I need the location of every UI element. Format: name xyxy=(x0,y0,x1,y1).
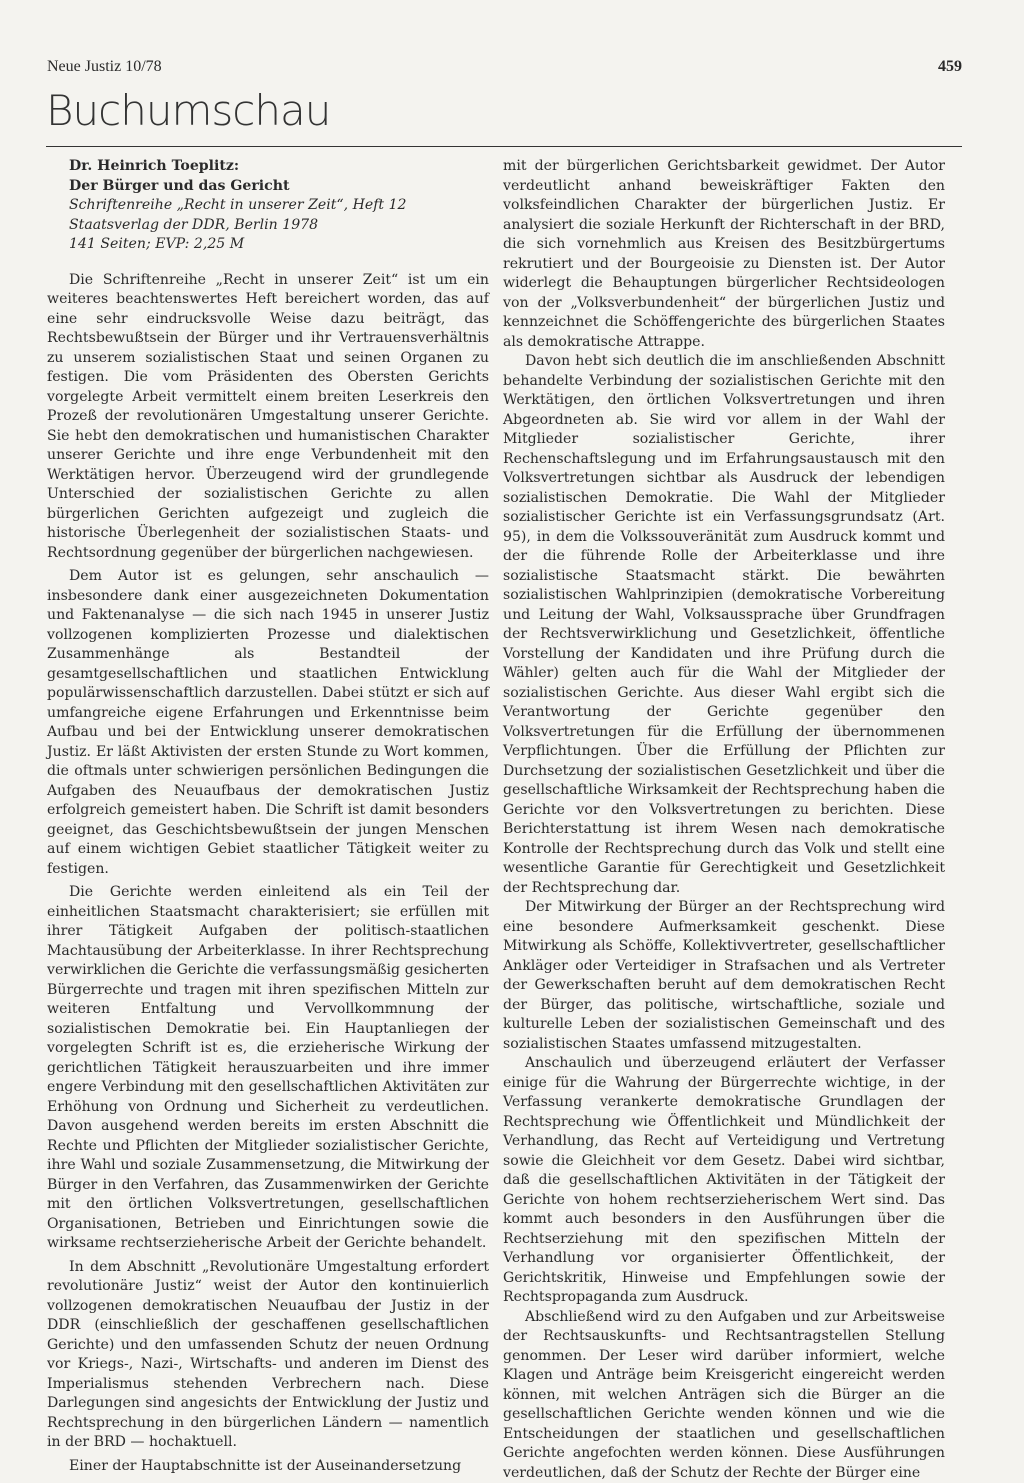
running-header xyxy=(47,58,962,76)
book-metadata xyxy=(47,196,489,255)
paragraph: Davon hebt sich deutlich die im anschließenden Abschnitt behandelte Verbindung der sozialistischen Gerichte mit den Werktätigen, den örtlichen Volksvertretungen und ihren Abgeordneten ab. Sie wird vor allem in der Wahl der Mitglieder sozialistischer Gerichte, ihrer Rechenschaftslegung und im Erfahrungsaustausch mit den Volksvertretungen sichtbar als Ausdruck der lebendigen sozialistischen Demokratie. Die Wahl der Mitglieder sozialistischer Gerichte ist ein Verfassungsgrundsatz (Art. 95), in dem die Volkssouveränität zum Ausdruck kommt und der die führende Rolle der Arbeiterklasse und ihre sozialistische Staatsmacht stärkt. Die bewährten sozialistischen Wahlprinzipien (demokratische Vorbereitung und Leitung der Wahl, Volksaussprache über Grundfragen der Rechtsverwirklichung und Gesetzlichkeit, öffentliche Vorstellung der Kandidaten und ihre Prüfung durch die Wähler) gelten auch für die Wahl der Mitglieder der sozialistischen Gerichte. Aus dieser Wahl ergibt sich die Verantwortung der Gerichte gegenüber den Volksvertretungen für die Erfüllung der übernommenen Verpflichtungen. Über die Erfüllung der Pflichten zur Durchsetzung der sozialistischen Gesetzlichkeit und über die gesellschaftliche Wirksamkeit der Rechtsprechung haben die Gerichte vor den Volksvertretungen zu berichten. Diese Berichterstattung ist ihrem Wesen nach demokratische Kontrolle der Rechtsprechung durch das Volk und stellt eine wesentliche Garantie für Gerechtigkeit und Gesetzlichkeit der Rechtsprechung dar. xyxy=(503,352,945,898)
book-series: Schriftenreihe „Recht in unserer Zeit“, Heft 12 xyxy=(47,196,489,216)
right-column xyxy=(503,157,945,1483)
paragraph: Die Gerichte werden einleitend als ein Teil der einheitlichen Staatsmacht charakterisiert; sie erfüllen mit ihrer Tätigkeit Aufgaben der politisch-staatlichen Machtausübung der Arbeiterklasse. In ihrer Rechtsprechung verwirklichen die Gerichte die verfassungsmäßig gesicherten Bürgerrechte und tragen mit ihren spezifischen Mitteln zur weiteren Entfaltung und Vervollkommnung der sozialistischen Demokratie bei. Ein Hauptanliegen der vorgelegten Schrift ist es, die erzieherische Wirkung der gerichtlichen Tätigkeit herauszuarbeiten und ihre immer engere Verbindung mit den gesellschaftlichen Aktivitäten zur Erhöhung von Ordnung und Sicherheit zu verdeutlichen. Davon ausgehend werden bereits im ersten Abschnitt die Rechte und Pflichten der Mitglieder sozialistischer Gerichte, ihre Wahl und soziale Zusammensetzung, die Mitwirkung der Bürger in den Verfahren, das Zusammenwirken der Gerichte mit den örtlichen Volksvertretungen, gesellschaftlichen Organisationen, Betrieben und Einrichtungen sowie die wirksame rechtserzieherische Arbeit der Gerichte behandelt. xyxy=(47,883,489,1254)
book-title: Der Bürger und das Gericht xyxy=(47,177,489,197)
book-author: Dr. Heinrich Toeplitz: xyxy=(47,157,489,177)
paragraph: Dem Autor ist es gelungen, sehr anschaulich — insbesondere dank einer ausgezeichneten Dokumentation und Faktenanalyse — die sich nach 1945 in unserer Justiz vollzogenen komplizierten Prozesse und dialektischen Zusammenhänge als Bestandteil der gesamtgesellschaftlichen und staatlichen Entwicklung populärwissenschaftlich darzustellen. Dabei stützt er sich auf umfangreiche eigene Erfahrungen und Erkenntnisse beim Aufbau und bei der Entwicklung unserer demokratischen Justiz. Er läßt Aktivisten der ersten Stunde zu Wort kommen, die oftmals unter schwierigen persönlichen Bedingungen die Aufgaben des Neuaufbaus der demokratischen Justiz erfolgreich gemeistert haben. Die Schrift ist damit besonders geeignet, das Geschichtsbewußtsein der jungen Menschen auf einem wichtigen Gebiet staatlicher Tätigkeit weiter zu festigen. xyxy=(47,567,489,879)
page-number: 459 xyxy=(938,58,962,76)
paragraph: Einer der Hauptabschnitte ist der Auseinandersetzung xyxy=(47,1457,489,1477)
journal-issue: Neue Justiz 10/78 xyxy=(47,58,162,75)
paragraph: mit der bürgerlichen Gerichtsbarkeit gewidmet. Der Autor verdeutlicht anhand beweiskräftiger Fakten den volksfeindlichen Charakter der bürgerlichen Justiz. Er analysiert die soziale Herkunft der Richterschaft in der BRD, die sich vornehmlich aus Kreisen des Besitzbürgertums rekrutiert und der Bourgeoisie zu Diensten ist. Der Autor widerlegt die Behauptungen bürgerlicher Rechtsideologen von der „Volksverbundenheit“ der bürgerlichen Justiz und kennzeichnet die Schöffengerichte des bürgerlichen Staates als demokratische Attrappe. xyxy=(503,157,945,352)
section-title: Buchumschau xyxy=(46,86,330,135)
book-publisher: Staatsverlag der DDR, Berlin 1978 xyxy=(47,216,489,236)
left-column xyxy=(47,157,489,1476)
paragraph: Die Schriftenreihe „Recht in unserer Zeit“ ist um ein weiteres beachtenswertes Heft bereichert worden, das auf eine sehr eindrucksvolle Weise dazu beiträgt, das Rechtsbewußtsein der Bürger und ihr Vertrauensverhältnis zu unserem sozialistischen Staat und seinen Organen zu festigen. Die vom Präsidenten des Obersten Gerichts vorgelegte Arbeit vermittelt einem breiten Leserkreis den Prozeß der revolutionären Umgestaltung unserer Gerichte. Sie hebt den demokratischen und humanistischen Charakter unserer Gerichte und ihre enge Verbundenheit mit den Werktätigen hervor. Überzeugend wird der grundlegende Unterschied der sozialistischen Gerichte zu allen bürgerlichen Gerichten aufgezeigt und zugleich die historische Überlegenheit der sozialistischen Staats- und Rechtsordnung gegenüber der bürgerlichen nachgewiesen. xyxy=(47,271,489,564)
title-rule xyxy=(46,146,962,147)
paragraph: Abschließend wird zu den Aufgaben und zur Arbeitsweise der Rechtsauskunfts- und Rechtsantragstellen Stellung genommen. Der Leser wird darüber informiert, welche Klagen und Anträge beim Kreisgericht eingereicht werden können, mit welchen Anträgen sich die Bürger an die gesellschaftlichen Gerichte wenden können und wie die Entscheidungen der staatlichen und gesellschaftlichen Gerichte angefochten werden können. Diese Ausführungen verdeutlichen, daß der Schutz der Rechte der Bürger eine xyxy=(503,1308,945,1483)
paragraph: Der Mitwirkung der Bürger an der Rechtsprechung wird eine besondere Aufmerksamkeit geschenkt. Diese Mitwirkung als Schöffe, Kollektivvertreter, gesellschaftlicher Ankläger oder Verteidiger in Strafsachen und als Vertreter der Gewerkschaften beruht auf dem demokratischen Recht der Bürger, das politische, wirtschaftliche, soziale und kulturelle Leben der sozialistischen Gemeinschaft und des sozialistischen Staates umfassend mitzugestalten. xyxy=(503,898,945,1054)
book-pages-price: 141 Seiten; EVP: 2,25 M xyxy=(47,235,489,255)
paragraph: Anschaulich und überzeugend erläutert der Verfasser einige für die Wahrung der Bürgerrechte wichtige, in der Verfassung verankerte demokratische Grundlagen der Rechtsprechung wie Öffentlichkeit und Mündlichkeit der Verhandlung, das Recht auf Verteidigung und Vertretung sowie die Gleichheit vor dem Gesetz. Dabei wird sichtbar, daß die gesellschaftlichen Aktivitäten in der Tätigkeit der Gerichte von hohem rechtserzieherischem Wert sind. Das kommt auch besonders in den Ausführungen über die Rechtserziehung mit den spezifischen Mitteln der Verhandlung vor organisierter Öffentlichkeit, der Gerichtskritik, Hinweise und Empfehlungen sowie der Rechtspropaganda zum Ausdruck. xyxy=(503,1054,945,1308)
paragraph: In dem Abschnitt „Revolutionäre Umgestaltung erfordert revolutionäre Justiz“ weist der Autor den kontinuierlich vollzogenen demokratischen Neuaufbau der Justiz in der DDR (einschließlich der geschaffenen gesellschaftlichen Gerichte) und den umfassenden Schutz der neuen Ordnung vor Kriegs-, Nazi-, Wirtschafts- und anderen im Dienst des Imperialismus stehenden Verbrechern nach. Diese Darlegungen sind angesichts der Entwicklung der Justiz und Rechtsprechung in den bürgerlichen Ländern — namentlich in der BRD — hochaktuell. xyxy=(47,1258,489,1453)
